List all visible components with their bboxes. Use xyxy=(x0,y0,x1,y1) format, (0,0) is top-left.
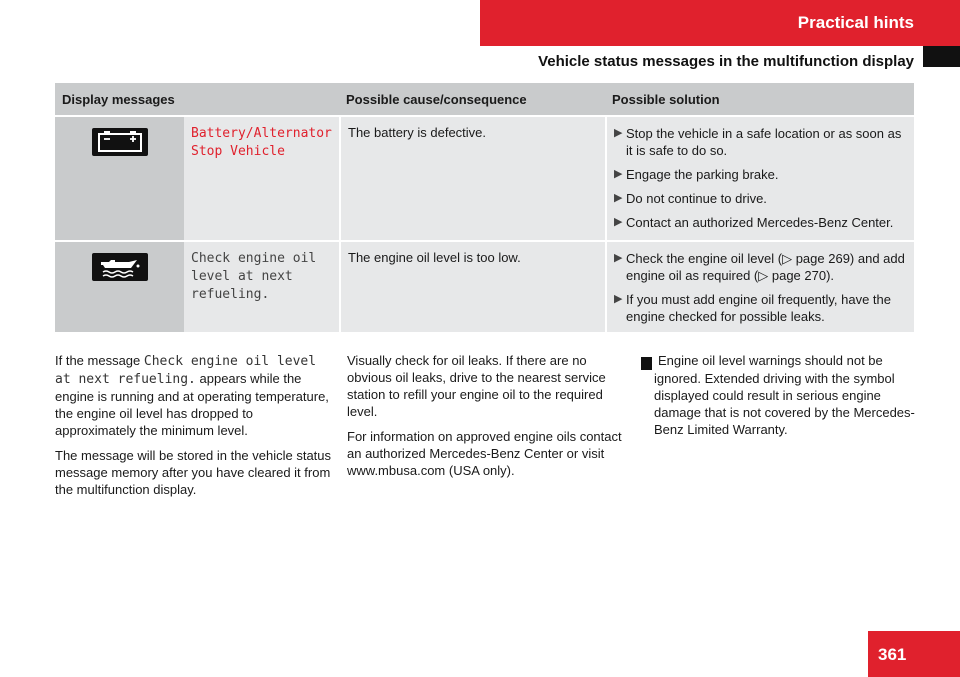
paragraph: The message will be stored in the vehicle status message memory after you have cleared it from the multifunction display. xyxy=(55,448,332,497)
body-column-1 xyxy=(55,352,337,506)
arrow-icon: ▶ xyxy=(614,252,623,264)
list-item: ▶ Engage the parking brake. xyxy=(614,167,779,182)
warning-icon: ! xyxy=(641,357,652,370)
oil-level-icon xyxy=(91,252,149,282)
list-item: ▶ Contact an authorized Mercedes-Benz Center. xyxy=(614,215,894,230)
table-header xyxy=(55,83,914,115)
section-title: Practical hints xyxy=(797,13,914,32)
page-subtitle: Vehicle status messages in the multifunction display xyxy=(538,53,914,70)
paragraph: For information on approved engine oils contact an authorized Mercedes-Benz Center or visit www.mbusa.com (USA only). xyxy=(347,429,622,478)
paragraph: Visually check for oil leaks. If there are no obvious oil leaks, drive to the nearest service station to refill your engine oil to the required level. xyxy=(347,353,606,419)
corner-block xyxy=(923,46,960,67)
status-message-table xyxy=(55,83,914,332)
column-header: Possible cause/consequence xyxy=(346,91,527,107)
arrow-icon: ▶ xyxy=(614,192,623,204)
arrow-icon: ▶ xyxy=(614,127,623,139)
list-item: ▶ If you must add engine oil frequently, have the engine checked for possible leaks. xyxy=(614,292,891,324)
section-header xyxy=(480,0,960,46)
cause-text: The battery is defective. xyxy=(348,125,487,140)
icon-cell xyxy=(55,117,184,240)
solution-list xyxy=(614,125,908,231)
display-message xyxy=(184,117,339,240)
table-row xyxy=(55,115,914,240)
cause-cell xyxy=(339,242,605,332)
arrow-icon: ▶ xyxy=(614,293,623,305)
list-item: ▶ Stop the vehicle in a safe location or as soon as it is safe to do so. xyxy=(614,126,902,158)
paragraph: If the message Check engine oil level at next refueling. appears while the engine is running and at operating temperature, the engine oil level has dropped to approximately the minimum level. xyxy=(55,353,329,438)
list-item: ▶ Do not continue to drive. xyxy=(614,191,767,206)
table-row xyxy=(55,240,914,332)
solution-cell xyxy=(605,117,914,240)
inline-message: Check engine oil level at next refueling. xyxy=(55,354,317,387)
page-number: 361 xyxy=(868,631,960,677)
solution-list xyxy=(614,250,908,325)
column-header: Possible solution xyxy=(612,91,720,107)
warning-note: ! Engine oil level warnings should not be ignored. Extended driving with the symbol displayed could result in serious engine damage that is not covered by the Mercedes-Benz Limited Warranty. xyxy=(638,353,915,437)
cause-cell xyxy=(339,117,605,240)
solution-cell xyxy=(605,242,914,332)
message-text: Check engine oil level at next refueling. xyxy=(191,251,317,302)
arrow-icon: ▶ xyxy=(614,168,623,180)
body-column-2 xyxy=(347,352,629,487)
cause-text: The engine oil level is too low. xyxy=(348,250,521,265)
icon-cell xyxy=(55,242,184,332)
battery-icon xyxy=(91,127,149,157)
display-message xyxy=(184,242,339,332)
list-item: ▶ Check the engine oil level (▷ page 269) and add engine oil as required (▷ page 270). xyxy=(614,251,905,283)
body-column-3 xyxy=(638,352,916,446)
arrow-icon: ▶ xyxy=(614,216,623,228)
column-header: Display messages xyxy=(62,91,175,107)
message-text: Battery/Alternator Stop Vehicle xyxy=(191,126,332,159)
